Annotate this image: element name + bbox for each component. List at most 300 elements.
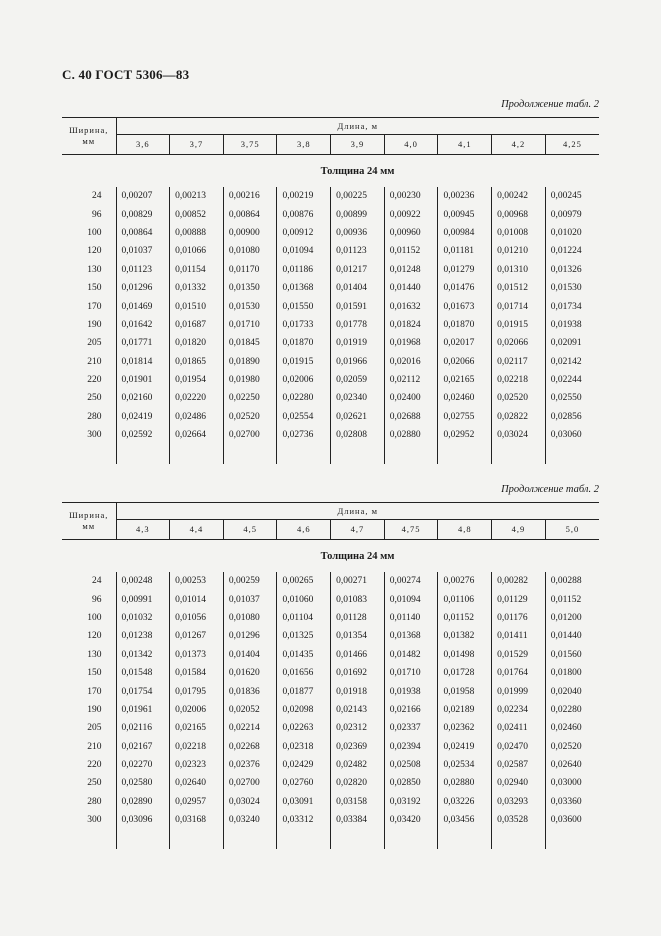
volume-value: 0,02167 xyxy=(121,741,153,752)
width-value: 190 xyxy=(62,316,116,334)
width-value: 210 xyxy=(62,353,116,371)
volume-value: 0,01326 xyxy=(545,261,599,279)
volume-value: 0,02880 xyxy=(438,774,492,792)
volume-value: 0,03293 xyxy=(492,793,546,811)
volume-value: 0,01170 xyxy=(223,261,277,279)
volume-value: 0,00216 xyxy=(223,187,277,205)
volume-value: 0,03240 xyxy=(223,811,277,829)
volume-value: 0,01037 xyxy=(223,590,277,608)
volume-value: 0,01919 xyxy=(331,334,385,352)
volume-value: 0,02016 xyxy=(384,353,438,371)
volume-value: 0,01795 xyxy=(170,682,224,700)
volume-value: 0,01870 xyxy=(438,316,492,334)
volume-table-2 xyxy=(62,502,599,849)
volume-value: 0,01354 xyxy=(331,627,385,645)
thickness-label: Толщина 24 мм xyxy=(320,550,395,562)
volume-value: 0,02280 xyxy=(545,701,599,719)
volume-value: 0,01754 xyxy=(121,686,153,697)
volume-value: 0,01296 xyxy=(223,627,277,645)
volume-value: 0,02520 xyxy=(545,738,599,756)
volume-value: 0,01548 xyxy=(121,668,153,679)
volume-value: 0,00984 xyxy=(438,224,492,242)
volume-value: 0,01080 xyxy=(223,609,277,627)
width-value: 100 xyxy=(62,224,116,242)
volume-value: 0,01440 xyxy=(545,627,599,645)
volume-value: 0,01014 xyxy=(170,590,224,608)
volume-value: 0,02280 xyxy=(277,389,331,407)
volume-value: 0,02116 xyxy=(121,723,153,734)
volume-value: 0,02957 xyxy=(170,793,224,811)
volume-value: 0,01550 xyxy=(277,297,331,315)
table-row xyxy=(62,426,599,444)
volume-value: 0,02486 xyxy=(170,408,224,426)
volume-value: 0,01915 xyxy=(277,353,331,371)
volume-value: 0,02520 xyxy=(492,389,546,407)
volume-value: 0,02411 xyxy=(492,719,546,737)
volume-value: 0,00245 xyxy=(545,187,599,205)
width-value: 150 xyxy=(62,279,116,297)
volume-value: 0,00274 xyxy=(384,572,438,590)
volume-value: 0,02250 xyxy=(223,389,277,407)
volume-value: 0,01060 xyxy=(277,590,331,608)
table-row xyxy=(62,756,599,774)
volume-value: 0,01901 xyxy=(121,375,153,386)
volume-value: 0,01368 xyxy=(384,627,438,645)
volume-value: 0,00242 xyxy=(492,187,546,205)
volume-value: 0,01176 xyxy=(492,609,546,627)
width-value: 120 xyxy=(62,242,116,260)
volume-value: 0,00864 xyxy=(223,205,277,223)
volume-value: 0,01435 xyxy=(277,646,331,664)
volume-value: 0,01714 xyxy=(492,297,546,315)
volume-value: 0,02952 xyxy=(438,426,492,444)
volume-value: 0,00282 xyxy=(492,572,546,590)
volume-value: 0,02052 xyxy=(223,701,277,719)
width-value: 130 xyxy=(62,261,116,279)
volume-value: 0,02160 xyxy=(121,393,153,404)
volume-value: 0,00248 xyxy=(121,576,153,587)
volume-value: 0,01836 xyxy=(223,682,277,700)
volume-value: 0,01350 xyxy=(223,279,277,297)
volume-value: 0,01915 xyxy=(492,316,546,334)
volume-value: 0,01128 xyxy=(331,609,385,627)
volume-value: 0,00288 xyxy=(545,572,599,590)
width-value: 96 xyxy=(62,205,116,223)
volume-value: 0,02323 xyxy=(170,756,224,774)
volume-value: 0,01123 xyxy=(121,264,153,275)
volume-value: 0,01200 xyxy=(545,609,599,627)
volume-value: 0,01066 xyxy=(170,242,224,260)
table-row xyxy=(62,664,599,682)
length-value: 4,0 xyxy=(384,134,438,154)
volume-value: 0,02580 xyxy=(121,778,153,789)
volume-value: 0,01037 xyxy=(121,246,153,257)
width-column-header xyxy=(62,118,116,155)
volume-value: 0,02640 xyxy=(545,756,599,774)
volume-value: 0,03360 xyxy=(545,793,599,811)
volume-value: 0,03456 xyxy=(438,811,492,829)
table-row xyxy=(62,572,599,590)
volume-value: 0,00829 xyxy=(121,209,153,220)
table-row xyxy=(62,371,599,389)
volume-value: 0,01764 xyxy=(492,664,546,682)
volume-value: 0,02700 xyxy=(223,774,277,792)
volume-value: 0,01771 xyxy=(121,338,153,349)
volume-value: 0,02808 xyxy=(331,426,385,444)
table-row xyxy=(62,701,599,719)
volume-value: 0,00265 xyxy=(277,572,331,590)
volume-value: 0,02218 xyxy=(170,738,224,756)
table-row xyxy=(62,389,599,407)
volume-value: 0,00271 xyxy=(331,572,385,590)
volume-value: 0,02736 xyxy=(277,426,331,444)
width-value: 96 xyxy=(62,590,116,608)
volume-value: 0,01728 xyxy=(438,664,492,682)
volume-value: 0,02220 xyxy=(170,389,224,407)
table-row xyxy=(62,682,599,700)
volume-value: 0,01890 xyxy=(223,353,277,371)
width-value: 250 xyxy=(62,774,116,792)
table-row xyxy=(62,261,599,279)
volume-value: 0,02760 xyxy=(277,774,331,792)
volume-value: 0,01632 xyxy=(384,297,438,315)
volume-value: 0,01938 xyxy=(545,316,599,334)
table-row xyxy=(62,316,599,334)
page-header: С. 40 ГОСТ 5306—83 xyxy=(62,67,190,82)
volume-value: 0,03420 xyxy=(384,811,438,829)
volume-value: 0,01800 xyxy=(545,664,599,682)
volume-value: 0,01999 xyxy=(492,682,546,700)
volume-value: 0,01008 xyxy=(492,224,546,242)
table-row xyxy=(62,793,599,811)
volume-value: 0,02664 xyxy=(170,426,224,444)
width-value: 205 xyxy=(62,334,116,352)
width-value: 170 xyxy=(62,682,116,700)
volume-value: 0,01217 xyxy=(331,261,385,279)
volume-value: 0,01332 xyxy=(170,279,224,297)
volume-value: 0,01032 xyxy=(121,612,153,623)
volume-value: 0,01152 xyxy=(545,590,599,608)
volume-value: 0,02755 xyxy=(438,408,492,426)
volume-value: 0,01404 xyxy=(223,646,277,664)
volume-value: 0,01656 xyxy=(277,664,331,682)
table-row xyxy=(62,187,599,205)
volume-value: 0,02098 xyxy=(277,701,331,719)
table-row xyxy=(62,738,599,756)
table-row xyxy=(62,774,599,792)
volume-value: 0,01733 xyxy=(277,316,331,334)
volume-value: 0,01469 xyxy=(121,301,153,312)
width-value: 170 xyxy=(62,297,116,315)
volume-value: 0,01094 xyxy=(277,242,331,260)
volume-value: 0,00960 xyxy=(384,224,438,242)
volume-value: 0,01865 xyxy=(170,353,224,371)
volume-value: 0,01248 xyxy=(384,261,438,279)
volume-value: 0,02143 xyxy=(331,701,385,719)
length-header: Длина, м xyxy=(116,118,599,135)
volume-value: 0,03091 xyxy=(277,793,331,811)
table-row xyxy=(62,279,599,297)
volume-value: 0,02688 xyxy=(384,408,438,426)
volume-value: 0,03192 xyxy=(384,793,438,811)
volume-value: 0,01094 xyxy=(384,590,438,608)
width-value: 205 xyxy=(62,719,116,737)
volume-value: 0,02017 xyxy=(438,334,492,352)
volume-value: 0,01958 xyxy=(438,682,492,700)
volume-value: 0,00945 xyxy=(438,205,492,223)
length-value: 5,0 xyxy=(545,519,599,539)
length-value: 3,75 xyxy=(223,134,277,154)
table-row xyxy=(62,590,599,608)
table-row xyxy=(62,646,599,664)
volume-value: 0,02460 xyxy=(545,719,599,737)
volume-value: 0,03024 xyxy=(223,793,277,811)
width-header-unit: мм xyxy=(82,521,96,531)
table-row xyxy=(62,334,599,352)
width-column-header xyxy=(62,503,116,540)
volume-value: 0,01687 xyxy=(170,316,224,334)
length-value: 4,7 xyxy=(331,519,385,539)
volume-value: 0,02856 xyxy=(545,408,599,426)
volume-value: 0,02268 xyxy=(223,738,277,756)
volume-value: 0,01710 xyxy=(223,316,277,334)
volume-value: 0,01591 xyxy=(331,297,385,315)
volume-value: 0,02040 xyxy=(545,682,599,700)
table-row xyxy=(62,242,599,260)
width-value: 24 xyxy=(62,572,116,590)
volume-value: 0,00864 xyxy=(121,227,153,238)
volume-value: 0,01296 xyxy=(121,283,153,294)
length-value: 4,6 xyxy=(277,519,331,539)
volume-value: 0,02700 xyxy=(223,426,277,444)
volume-value: 0,01056 xyxy=(170,609,224,627)
volume-value: 0,03096 xyxy=(121,815,153,826)
width-value: 300 xyxy=(62,426,116,444)
width-value: 250 xyxy=(62,389,116,407)
volume-value: 0,01512 xyxy=(492,279,546,297)
volume-value: 0,01814 xyxy=(121,356,153,367)
volume-value: 0,00968 xyxy=(492,205,546,223)
volume-value: 0,01560 xyxy=(545,646,599,664)
volume-value: 0,01961 xyxy=(121,704,153,715)
volume-value: 0,01411 xyxy=(492,627,546,645)
volume-value: 0,02166 xyxy=(384,701,438,719)
volume-value: 0,00876 xyxy=(277,205,331,223)
volume-value: 0,02534 xyxy=(438,756,492,774)
volume-value: 0,02470 xyxy=(492,738,546,756)
thickness-label: Толщина 24 мм xyxy=(320,165,395,177)
length-value: 3,9 xyxy=(331,134,385,154)
volume-value: 0,00219 xyxy=(277,187,331,205)
volume-value: 0,01710 xyxy=(384,664,438,682)
volume-value: 0,03024 xyxy=(492,426,546,444)
length-value: 4,4 xyxy=(170,519,224,539)
volume-value: 0,02550 xyxy=(545,389,599,407)
volume-value: 0,01129 xyxy=(492,590,546,608)
length-value: 4,5 xyxy=(223,519,277,539)
continuation-label-1: Продолжение табл. 2 xyxy=(501,99,599,110)
volume-value: 0,01342 xyxy=(121,649,153,660)
volume-value: 0,01154 xyxy=(170,261,224,279)
table-row xyxy=(62,297,599,315)
volume-value: 0,01824 xyxy=(384,316,438,334)
volume-value: 0,02337 xyxy=(384,719,438,737)
volume-value: 0,02263 xyxy=(277,719,331,737)
volume-value: 0,03168 xyxy=(170,811,224,829)
length-header: Длина, м xyxy=(116,503,599,520)
volume-value: 0,02554 xyxy=(277,408,331,426)
volume-value: 0,02508 xyxy=(384,756,438,774)
volume-value: 0,02270 xyxy=(121,760,153,771)
volume-value: 0,02091 xyxy=(545,334,599,352)
length-value: 4,3 xyxy=(116,519,170,539)
length-value: 4,25 xyxy=(545,134,599,154)
width-value: 120 xyxy=(62,627,116,645)
table-row xyxy=(62,408,599,426)
volume-value: 0,01152 xyxy=(384,242,438,260)
table-row xyxy=(62,609,599,627)
width-value: 220 xyxy=(62,371,116,389)
volume-value: 0,02318 xyxy=(277,738,331,756)
volume-value: 0,00230 xyxy=(384,187,438,205)
volume-value: 0,02940 xyxy=(492,774,546,792)
volume-value: 0,01210 xyxy=(492,242,546,260)
volume-value: 0,01845 xyxy=(223,334,277,352)
volume-value: 0,02419 xyxy=(121,411,153,422)
volume-value: 0,02880 xyxy=(384,426,438,444)
volume-value: 0,00979 xyxy=(545,205,599,223)
volume-value: 0,02394 xyxy=(384,738,438,756)
volume-value: 0,01529 xyxy=(492,646,546,664)
volume-value: 0,02340 xyxy=(331,389,385,407)
volume-value: 0,02312 xyxy=(331,719,385,737)
volume-value: 0,03384 xyxy=(331,811,385,829)
volume-value: 0,02214 xyxy=(223,719,277,737)
length-value: 4,75 xyxy=(384,519,438,539)
table-row xyxy=(62,224,599,242)
volume-value: 0,01279 xyxy=(438,261,492,279)
length-value: 3,6 xyxy=(116,134,170,154)
volume-value: 0,00207 xyxy=(121,191,153,202)
volume-value: 0,01020 xyxy=(545,224,599,242)
length-value: 4,1 xyxy=(438,134,492,154)
volume-value: 0,02117 xyxy=(492,353,546,371)
volume-value: 0,01140 xyxy=(384,609,438,627)
volume-value: 0,00888 xyxy=(170,224,224,242)
length-values-row xyxy=(62,134,599,154)
volume-value: 0,01820 xyxy=(170,334,224,352)
volume-value: 0,02640 xyxy=(170,774,224,792)
volume-value: 0,01368 xyxy=(277,279,331,297)
volume-value: 0,03312 xyxy=(277,811,331,829)
volume-value: 0,02376 xyxy=(223,756,277,774)
volume-value: 0,01186 xyxy=(277,261,331,279)
volume-value: 0,01325 xyxy=(277,627,331,645)
volume-value: 0,02429 xyxy=(277,756,331,774)
volume-value: 0,01584 xyxy=(170,664,224,682)
volume-value: 0,02587 xyxy=(492,756,546,774)
volume-value: 0,02419 xyxy=(438,738,492,756)
length-value: 4,2 xyxy=(492,134,546,154)
width-value: 280 xyxy=(62,793,116,811)
volume-value: 0,03060 xyxy=(545,426,599,444)
volume-value: 0,02165 xyxy=(170,719,224,737)
volume-value: 0,02066 xyxy=(438,353,492,371)
width-value: 280 xyxy=(62,408,116,426)
volume-value: 0,00213 xyxy=(170,187,224,205)
volume-value: 0,01620 xyxy=(223,664,277,682)
volume-value: 0,01440 xyxy=(384,279,438,297)
volume-value: 0,02244 xyxy=(545,371,599,389)
volume-value: 0,01152 xyxy=(438,609,492,627)
volume-value: 0,01870 xyxy=(277,334,331,352)
volume-value: 0,00899 xyxy=(331,205,385,223)
volume-value: 0,01938 xyxy=(384,682,438,700)
width-value: 220 xyxy=(62,756,116,774)
volume-value: 0,03528 xyxy=(492,811,546,829)
table-row xyxy=(62,627,599,645)
volume-value: 0,00936 xyxy=(331,224,385,242)
volume-value: 0,00991 xyxy=(121,594,153,605)
volume-value: 0,01968 xyxy=(384,334,438,352)
volume-value: 0,01224 xyxy=(545,242,599,260)
table-row xyxy=(62,205,599,223)
volume-value: 0,00922 xyxy=(384,205,438,223)
width-value: 150 xyxy=(62,664,116,682)
volume-value: 0,02890 xyxy=(121,796,153,807)
volume-value: 0,02218 xyxy=(492,371,546,389)
volume-value: 0,01954 xyxy=(170,371,224,389)
length-values-row xyxy=(62,519,599,539)
volume-value: 0,01106 xyxy=(438,590,492,608)
volume-value: 0,01673 xyxy=(438,297,492,315)
volume-value: 0,01530 xyxy=(545,279,599,297)
volume-value: 0,02112 xyxy=(384,371,438,389)
volume-value: 0,00225 xyxy=(331,187,385,205)
volume-value: 0,02066 xyxy=(492,334,546,352)
volume-value: 0,01498 xyxy=(438,646,492,664)
volume-value: 0,01734 xyxy=(545,297,599,315)
width-header-unit: мм xyxy=(82,136,96,146)
volume-value: 0,03158 xyxy=(331,793,385,811)
volume-value: 0,02621 xyxy=(331,408,385,426)
volume-value: 0,01980 xyxy=(223,371,277,389)
volume-value: 0,02520 xyxy=(223,408,277,426)
volume-value: 0,02820 xyxy=(331,774,385,792)
volume-value: 0,01778 xyxy=(331,316,385,334)
width-value: 300 xyxy=(62,811,116,829)
volume-value: 0,03600 xyxy=(545,811,599,829)
length-value: 3,7 xyxy=(170,134,224,154)
volume-value: 0,02592 xyxy=(121,430,153,441)
volume-value: 0,01530 xyxy=(223,297,277,315)
volume-value: 0,01181 xyxy=(438,242,492,260)
volume-value: 0,02234 xyxy=(492,701,546,719)
volume-value: 0,01123 xyxy=(331,242,385,260)
width-value: 190 xyxy=(62,701,116,719)
volume-value: 0,02006 xyxy=(170,701,224,719)
volume-value: 0,02006 xyxy=(277,371,331,389)
volume-value: 0,02142 xyxy=(545,353,599,371)
volume-value: 0,01080 xyxy=(223,242,277,260)
volume-value: 0,02369 xyxy=(331,738,385,756)
volume-value: 0,01918 xyxy=(331,682,385,700)
width-value: 130 xyxy=(62,646,116,664)
volume-value: 0,01482 xyxy=(384,646,438,664)
volume-value: 0,02362 xyxy=(438,719,492,737)
volume-value: 0,02822 xyxy=(492,408,546,426)
volume-value: 0,01382 xyxy=(438,627,492,645)
